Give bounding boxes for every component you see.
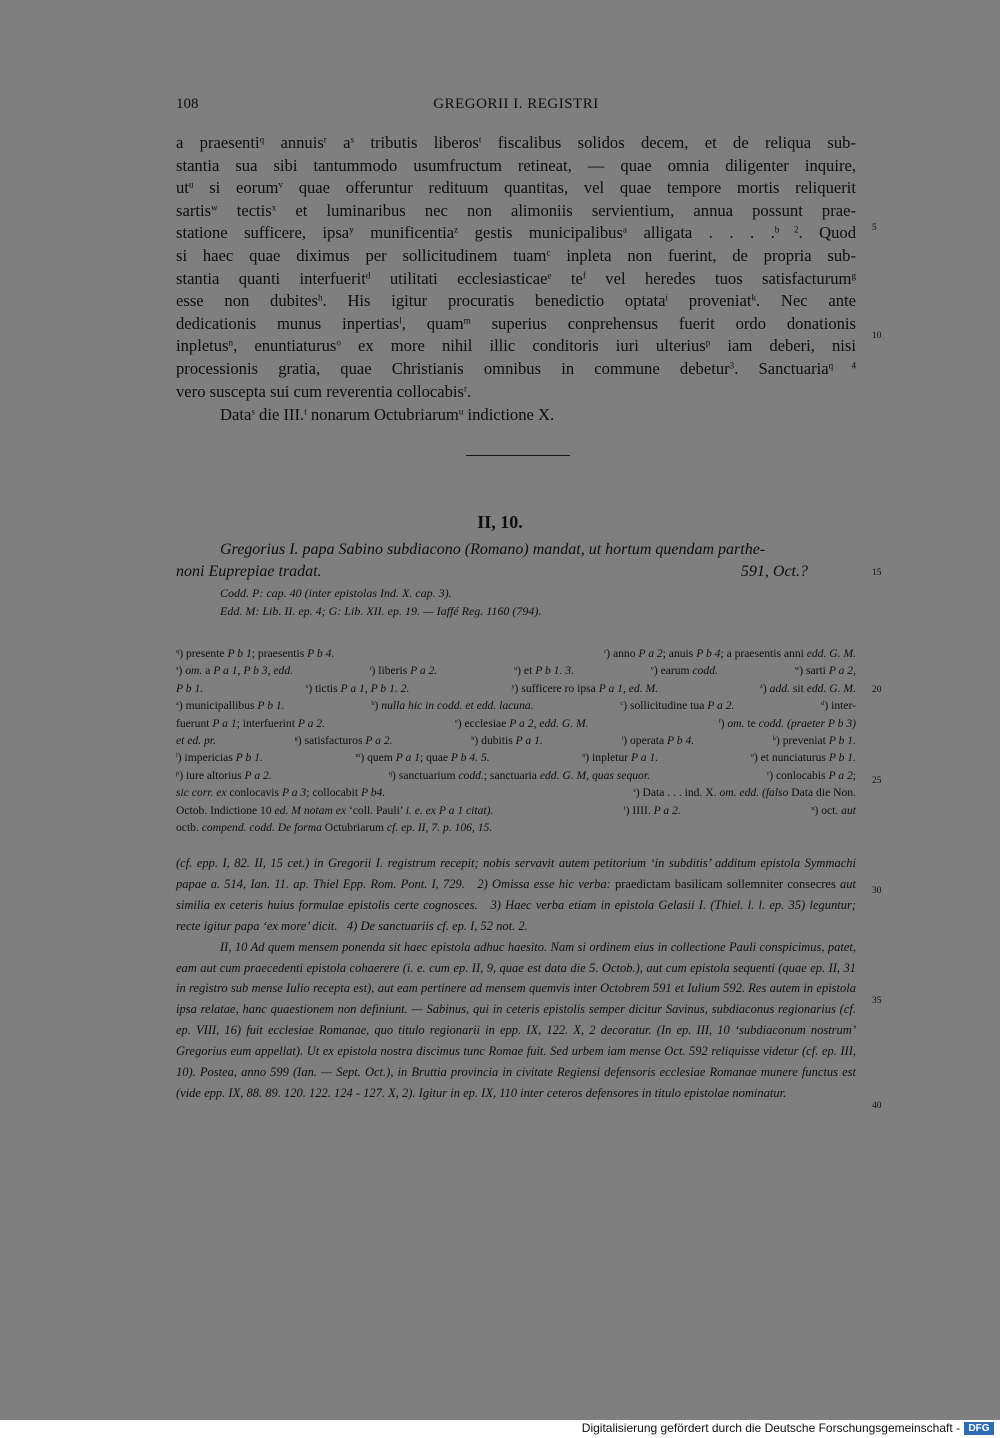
- apparatus-entry: $^e$) ecclesiae P a 2, edd. G. M.: [454, 716, 589, 730]
- apparatus-row: [176, 645, 856, 662]
- text-line: esse non dubites$^h$. His igitur procuratis benedictio optata$^i$ proveniat$^k$. Nec ante: [176, 291, 856, 311]
- section-divider: [466, 455, 570, 456]
- letter-number: II, 10.: [477, 512, 523, 532]
- line-number: 10: [872, 331, 882, 341]
- apparatus-entry: $^x$) tictis P a 1, P b 1. 2.: [305, 681, 410, 695]
- apparatus-entry: $^t$) IIII. P a 2.: [623, 803, 681, 817]
- line-number: 35: [872, 996, 882, 1006]
- apparatus-entry: $^h$) dubitis P a 1.: [471, 733, 543, 747]
- apparatus-entry: $^a$) municipallibus P b 1.: [176, 699, 285, 713]
- apparatus-entry: $^f$) om. te codd. (praeter P b 3): [718, 716, 856, 730]
- running-title: GREGORII I. REGISTRI: [433, 96, 599, 112]
- text-line: $ut^u$ si eorum$^v$ quae offeruntur redituum quantitas, vel quae tempore mortis reliquerit: [176, 178, 856, 198]
- line-number: 30: [872, 886, 882, 896]
- text-line: statione sufficere, ipsa$^y$ munificentia$^z$ gestis municipalibus$^a$ alligata . . . .$^{b 2}$. Quod: [176, 223, 857, 243]
- rubric-line-2: noni Euprepiae tradat.: [176, 563, 322, 580]
- letter-rubric: [176, 539, 856, 583]
- apparatus-entry: P b 1.: [176, 681, 204, 695]
- main-text-block: [176, 132, 856, 427]
- running-header: [176, 96, 856, 116]
- apparatus-entry: $^s$) om. a P a 1, P b 3, edd.: [176, 664, 294, 678]
- text-line: processionis gratia, quae Christianis omnibus in commune debetur$^3$. Sanctuaria$^{q 4}$: [176, 358, 857, 378]
- apparatus-entry: $^n$) inpletur P a 1.: [582, 751, 659, 765]
- apparatus-row: [176, 819, 856, 836]
- dfg-logo: DFG: [964, 1422, 994, 1435]
- apparatus-entry: $^v$) earum codd.: [650, 664, 718, 678]
- apparatus-entry: $^u$) et P b 1. 3.: [513, 664, 574, 678]
- apparatus-entry: $^u$) oct. aut: [811, 803, 856, 817]
- apparatus-entry: $^m$) quem P a 1; quae P b 4. 5.: [355, 751, 490, 765]
- apparatus-entry: $^o$) et nunciaturus P b 1.: [750, 751, 856, 765]
- apparatus-entry: $^q$) sanctuarium codd.; sanctuaria edd. G. M, quas sequor.: [388, 768, 650, 782]
- apparatus-entry: $^w$) sarti P a 2,: [794, 664, 856, 678]
- text-line: inpletus$^n$, enuntiaturus$^o$ ex more nihil illic conditoris iuri ulterius$^p$ iam deberi, nisi: [176, 336, 856, 356]
- apparatus-entry: fuerunt P a 1; interfuerint P a 2.: [176, 716, 325, 730]
- apparatus-entry: $^r$) anno P a 2; anuis P b 4; a praesentis anni edd. G. M.: [604, 647, 856, 660]
- editions-line: Edd. M: Lib. II. ep. 4; G: Lib. XII. ep. 19. — Iaffé Reg. 1160 (794).: [220, 604, 542, 618]
- apparatus-entry: et ed. pr.: [176, 733, 216, 747]
- apparatus-entry: $^c$) sollicitudine tua P a 2.: [620, 699, 735, 713]
- apparatus-entry: $^l$) impericias P b 1.: [176, 751, 263, 765]
- apparatus-entry: sic corr. ex conlocavis P a 3; collocabit P b4.: [176, 786, 386, 800]
- text-line: stantia quanti interfuerit$^d$ utilitati ecclesiasticae$^e$ $te^f$ vel heredes tuos satisfacturum$^g$: [176, 268, 857, 288]
- apparatus-entry: $^d$) inter-: [821, 699, 856, 713]
- codices-line: Codd. P: cap. 40 (inter epistolas Ind. X. cap. 3).: [220, 586, 452, 600]
- footer-bar: [0, 1420, 1000, 1438]
- apparatus-entry: $^k$) preveniat P b 1.: [772, 733, 856, 747]
- apparatus-row: [176, 732, 856, 749]
- date-line: Data$^s$ die III.$^t$ nonarum Octubriarum$^u$ indictione X.: [220, 405, 555, 425]
- apparatus-entry: Octob. Indictione 10 ed. M notam ex ‘coll. Pauli’ i. e. ex P a 1 citat).: [176, 803, 494, 817]
- apparatus-entry: octb. compend. codd. De forma Octubriarum cf. ep. II, 7. p. 106, 15.: [176, 820, 493, 834]
- apparatus-row: [176, 767, 856, 784]
- page-number: 108: [176, 96, 199, 112]
- apparatus-row: [176, 802, 856, 819]
- apparatus-entry: $^r$) conlocabis P a 2;: [767, 768, 856, 782]
- line-number: 40: [872, 1101, 882, 1111]
- line-number: 5: [872, 223, 877, 233]
- apparatus-entry: $^t$) liberis P a 2.: [369, 664, 438, 678]
- text-line: a praesenti$^q$ annuis$^r$ $a^s$ tributis liberos$^t$ fiscalibus solidos decem, et de reliqua sub-: [176, 133, 856, 152]
- apparatus-entry: $^i$) operata P b 4.: [621, 733, 695, 747]
- apparatus-row: [176, 715, 856, 732]
- apparatus-entry: $^g$) satisfacturos P a 2.: [294, 733, 393, 747]
- apparatus-entry: $^y$) sufficere ro ipsa P a 1, ed. M.: [511, 681, 659, 695]
- text-line: vero suscepta sui cum reverentia collocabis$^r$.: [176, 381, 472, 401]
- apparatus-row: [176, 680, 856, 697]
- apparatus-row: [176, 697, 856, 714]
- apparatus-row: [176, 784, 856, 801]
- critical-apparatus: [176, 645, 856, 836]
- apparatus-entry: $^q$) presente P b 1; praesentis P b 4.: [176, 647, 335, 660]
- apparatus-entry: $^s$) Data . . . ind. X. om. edd. (falso Data die Non.: [633, 786, 856, 800]
- text-line: dedicationis munus inpertias$^l$, quam$^m$ superius conprehensus fuerit ordo donationis: [176, 313, 856, 333]
- line-number: 15: [872, 568, 882, 578]
- apparatus-entry: $^z$) add. sit edd. G. M.: [760, 681, 856, 695]
- footer-credit: Digitalisierung gefördert durch die Deutsche Forschungsgemeinschaft -: [581, 1421, 960, 1435]
- text-line: sartis$^w$ tectis$^x$ et luminaribus nec non alimoniis servientium, annua possunt prae-: [176, 200, 857, 220]
- commentary-notes: [176, 853, 856, 1104]
- rubric-line-1: Gregorius I. papa Sabino subdiacono (Romano) mandat, ut hortum quendam parthe-: [220, 541, 766, 558]
- line-number: 25: [872, 776, 882, 786]
- apparatus-row: [176, 749, 856, 766]
- apparatus-row: [176, 662, 856, 679]
- line-number: 20: [872, 685, 882, 695]
- apparatus-entry: $^b$) nulla hic in codd. et edd. lacuna.: [371, 699, 534, 713]
- text-line: si haec quae diximus per sollicitudinem tuam$^c$ inpleta non fuerint, de propria sub-: [176, 245, 856, 265]
- apparatus-entry: $^p$) iure altorius P a 2.: [176, 768, 272, 782]
- rubric-date: 591, Oct.?: [740, 563, 808, 580]
- notes-paragraph: II, 10 Ad quem mensem ponenda sit haec epistola adhuc haesito. Nam si ordinem eius in collectione Pauli conspicimus, patet, eam aut cum praecedenti epistola cohaerere (i. e. cum ep. II, 9, quae est data die 5. Octob.), aut cum epistola sequenti (quae ep. II, 31 in registro sub mense Iulio recepta est), aut eam pertinere ad mensem quemvis inter Octobrem 591 et Iulium 592. Res autem in epistola ipsa relatae, hanc quaestionem non definiunt. — Sabinus, qui in ceteris epistolis semper dicitur Savinus, subdiaconus regionarius (cf. ep. VIII, 16) fuit ecclesiae Romanae, quo titulo regionarii in epp. IX, 122. X, 2 decoratur. (In ep. III, 10 ‘subdiaconum nostrum’ Gregorius eum appellat). Ut ex epistola nostra discimus tunc Romae fuit. Sed urbem iam mense Oct. 592 reliquisse videtur (cf. ep. III, 10). Postea, anno 599 (Ian. — Sept. Oct.), in Bruttia provincia in civitate Regiensi defensoris ecclesiae Romanae munere functus est (vide epp. IX, 88. 89. 120. 122. 124 - 127. X, 2). Igitur in ep. IX, 110 inter ceteros defensores in titulo epistolae nominatur.: [176, 939, 856, 1100]
- notes-paragraph: (cf. epp. I, 82. II, 15 cet.) in Gregorii I. registrum recepit; nobis servavit autem petitorium ‘in subditis’ additum epistola Symmachi papae a. 514, Ian. 11. ap. Thiel Epp. Rom. Pont. I, 729. 2) Omissa esse hic verba: praedictam basilicam sollemniter consecres aut similia ex ceteris huius formulae epistolis certe cognosces. 3) Haec verba etiam in epistola Gelasii I. (Thiel. l. l. ep. 35) leguntur; recte igitur papa ‘ex more’ dicit. 4) De sanctuariis cf. ep. I, 52 not. 2.: [176, 856, 856, 933]
- text-line: stantia sua sibi tantummodo usumfructum retineat, — quae omnia diligenter inquire,: [176, 155, 856, 175]
